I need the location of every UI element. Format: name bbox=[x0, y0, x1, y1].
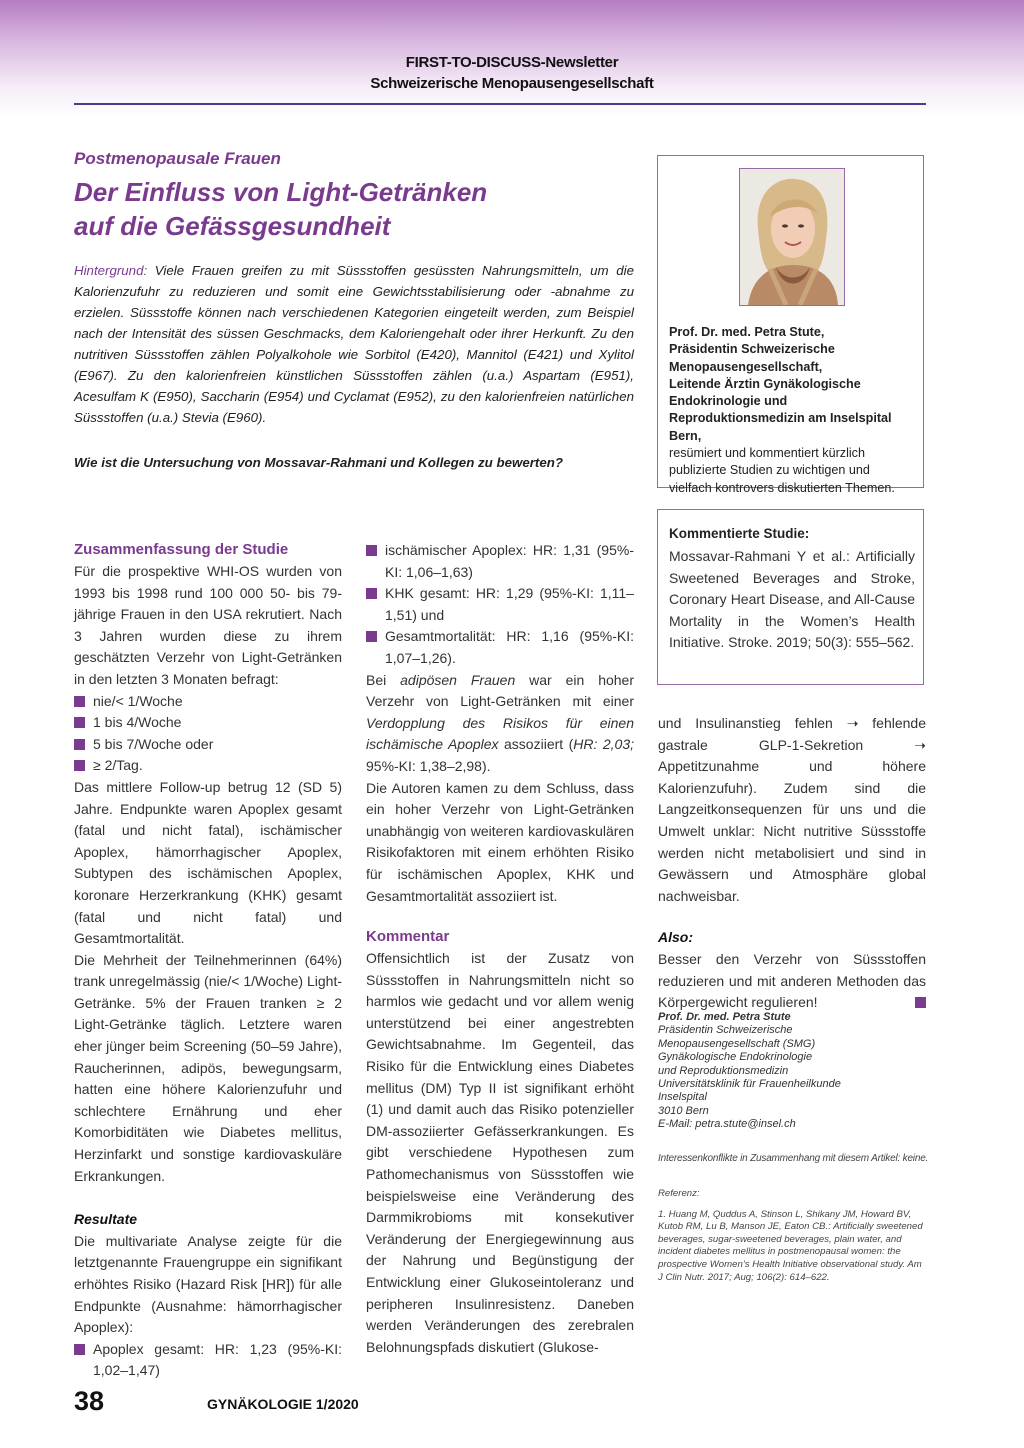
text-run: Bei bbox=[366, 671, 401, 688]
text-run-italic: adipösen Frauen bbox=[400, 671, 516, 688]
end-mark-icon bbox=[915, 997, 926, 1008]
conclusion-paragraph: Die Autoren kamen zu dem Schluss, dass ein hoher Verzehr von Light-Getränken unabhängig von weiteren kardiovaskulären Risikofaktoren mit einem erhöhten Risiko für ischämischen Apoplex, KHK und Gesamtmortalität assoziiert ist. bbox=[366, 779, 634, 904]
article-title bbox=[74, 175, 487, 243]
text-run-italic: HR: 2,03; bbox=[573, 736, 634, 753]
also-paragraph bbox=[658, 949, 926, 1014]
signature-email: E-Mail: petra.stute@insel.ch bbox=[658, 1118, 796, 1131]
intro-paragraph bbox=[74, 260, 634, 428]
reference-label: Referenz: bbox=[658, 1188, 700, 1199]
intro-label: Hintergrund: bbox=[74, 263, 148, 278]
signature-name: Prof. Dr. med. Petra Stute bbox=[658, 1011, 791, 1023]
summary-paragraph-1: Für die prospektive WHI-OS wurden von 1993 bis 1998 rund 100 000 50- bis 79-jährige Frauen in den USA rekrutiert. Nach 3 Jahren wurden diese zu ihrem geschätzten Verzehr von Light-Getränken in den letzten 3 Monaten befragt: bbox=[74, 563, 342, 687]
intro-question: Wie ist die Untersuchung von Mossavar-Rahmani und Kollegen zu bewerten? bbox=[74, 455, 563, 470]
comment-heading: Kommentar bbox=[366, 928, 450, 946]
author-box-role1: Präsidentin Schweizerische Menopausengesellschaft, bbox=[669, 342, 835, 374]
author-box-role2: Leitende Ärztin Gynäkologische Endokrinologie und Reproduktionsmedizin am Inselspital Bern, bbox=[669, 376, 892, 443]
column-1 bbox=[74, 540, 342, 1382]
list-item: nie/< 1/Woche bbox=[74, 691, 342, 713]
author-signature bbox=[658, 1011, 926, 1132]
reference-section bbox=[658, 1188, 926, 1284]
column-3 bbox=[658, 713, 926, 1014]
summary-heading: Zusammenfassung der Studie bbox=[74, 541, 289, 558]
summary-paragraph-2: Das mittlere Follow-up betrug 12 (SD 5) Jahre. Endpunkte waren Apoplex gesamt (fatal und nicht fatal), ischämischer Apoplex, hämorrhagischer Apoplex, Subtypen des ischämischen Apoplex, koronare Herzerkrankung (KHK) gesamt (fatal und nicht fatal) und Gesamtmortalität. bbox=[74, 778, 342, 947]
article-title-line2: auf die Gefässgesundheit bbox=[74, 211, 391, 241]
list-item: Apoplex gesamt: HR: 1,23 (95%-KI: 1,02–1,47) bbox=[74, 1339, 342, 1382]
comment-paragraph: Offensichtlich ist der Zusatz von Süssstoffen in Nahrungsmitteln nicht so harmlos wie gedacht und vor allem wenig unterstützend bei einer angestrebten Gewichtsabnahme. Im Gegenteil, das Risiko für die Entwicklung eines Diabetes mellitus (DM) Typ II ist signifikant erhöht (1) und damit auch das Risiko potenzieller DM-assoziierter Gefässerkrankungen. Es gibt verschiedene Hypothesen zum Pathomechanismus von Süssstoffen wie beispielsweise eine Veränderung des Darmmikrobioms mit konsekutiver Veränderung der Energiegewinnung aus der Nahrung und Begünstigung der Entwicklung einer Glukoseintoleranz und peripheren Insulinresistenz. Daneben werden Veränderungen des zerebralen Belohnungspfads diskutiert (Glukose- bbox=[366, 950, 634, 1355]
list-item: ischämischer Apoplex: HR: 1,31 (95%-KI: 1,06–1,63) bbox=[366, 540, 634, 583]
signature-line: Inselspital bbox=[658, 1091, 707, 1104]
column-2 bbox=[366, 540, 634, 1358]
signature-line: Menopausengesellschaft (SMG) bbox=[658, 1037, 816, 1050]
text-run: 95%-KI: 1,38–2,98). bbox=[366, 757, 491, 774]
reference-item: 1. Huang M, Quddus A, Stinson L, Shikany JM, Howard BV, Kutob RM, Lu B, Manson JE, Eaton CB.: Artificially sweetened beverages, sugar-sweetened beverages, plain water, and incident diabetes mellitus in postmenopausal women: the prospective Women’s Health Initiative observational study. Am J Clin Nutr. 2017; Aug; 106(2): 614–622. bbox=[658, 1208, 923, 1283]
list-item: Gesamtmortalität: HR: 1,16 (95%-KI: 1,07–1,26). bbox=[366, 626, 634, 669]
journal-issue: GYNÄKOLOGIE 1/2020 bbox=[207, 1396, 359, 1412]
author-box-name: Prof. Dr. med. Petra Stute, bbox=[669, 325, 825, 339]
intro-text: Viele Frauen greifen zu mit Süssstoffen gesüssten Nahrungsmitteln, um die Kalorienzufuhr zu reduzieren und somit eine Gewichtsstabilisierung oder -abnahme zu erzielen. Süssstoffe können nach verschiedenen Kategorien eingeteilt werden, zum Beispiel nach der Intensität des süssen Geschmacks, dem Kaloriengehalt oder ihrer Herkunft. Zu den nutritiven Süssstoffen zählen Polyalkohole wie Sorbitol (E420), Mannitol (E421) und Xylitol (E967). Zu den kalorienfreien künstlichen Süssstoffen zählen (u.a.) Aspartam (E951), Acesulfam K (E950), Saccharin (E954) und Cyclamat (E952), zu den kalorienfreien natürlichen Süssstoffen (u.a.) Stevia (E960). bbox=[74, 263, 634, 425]
article-title-line1: Der Einfluss von Light-Getränken bbox=[74, 177, 488, 207]
also-heading: Also: bbox=[658, 929, 693, 946]
study-box-heading: Kommentierte Studie: bbox=[669, 526, 810, 541]
text-run-italic: Verdopplung des Risikos für einen ischämische Apoplex bbox=[366, 714, 634, 753]
author-photo bbox=[739, 168, 845, 306]
comment-continued-paragraph: und Insulinanstieg fehlen ➝ fehlende gastrale GLP-1-Sekretion ➝ Appetitzunahme und höhere Kalorienzufuhr). Zudem sind die Langzeitkonsequenzen für uns und die Umwelt unklar: Nicht nutritive Süssstoffe werden nicht metabolisiert und sind in Gewässern und Atmosphäre global nachweisbar. bbox=[658, 715, 926, 904]
text-run: Besser den Verzehr von Süssstoffen reduzieren und mit anderen Methoden das Körpergewicht regulieren! bbox=[658, 950, 926, 1011]
signature-line: Gynäkologische Endokrinologie bbox=[658, 1051, 813, 1064]
page-number: 38 bbox=[74, 1386, 105, 1416]
author-box-note: resümiert und kommentiert kürzlich publizierte Studien zu wichtigen und vielfach kontrovers diskutierten Themen. bbox=[669, 446, 895, 495]
header-rule bbox=[74, 103, 926, 105]
obese-women-paragraph bbox=[366, 670, 634, 778]
study-box-citation: Mossavar-Rahmani Y et al.: Artificially Sweetened Beverages and Stroke, Coronary Heart Disease, and All-Cause Mortality in the Women’s Health Initiative. Stroke. 2019; 50(3): 555–562. bbox=[669, 548, 915, 650]
signature-line: Präsidentin Schweizerische bbox=[658, 1024, 793, 1037]
results-heading: Resultate bbox=[74, 1211, 138, 1228]
conflict-of-interest: Interessenkonflikte in Zusammenhang mit diesem Artikel: keine. bbox=[658, 1153, 929, 1164]
summary-paragraph-3: Die Mehrheit der Teilnehmerinnen (64%) trank unregelmässig (nie/< 1/Woche) Light-Getränke. 5% der Frauen tranken ≥ 2 Light-Getränke täglich. Letztere waren eher jünger beim Screening (50–59 Jahre), Raucherinnen, adipös, bewegungsarm, hatten eine höhere Kalorienzufuhr und schlechtere Ernährung und eher Komorbiditäten wie Diabetes mellitus, Herzinfarkt und sonstige kardiovaskuläre Erkrankungen. bbox=[74, 951, 342, 1184]
author-portrait-image bbox=[740, 169, 844, 305]
results-paragraph: Die multivariate Analyse zeigte für die letztgenannte Frauengruppe ein signifikant erhöhtes Risiko (Hazard Risk [HR]) für alle Endpunkte (Ausnahme: hämorrhagischer Apoplex): bbox=[74, 1232, 342, 1336]
list-item: ≥ 2/Tag. bbox=[74, 755, 342, 777]
list-item: 1 bis 4/Woche bbox=[74, 712, 342, 734]
author-box bbox=[657, 155, 924, 495]
signature-line: 3010 Bern bbox=[658, 1104, 709, 1117]
text-run: assoziiert ( bbox=[498, 736, 574, 753]
study-box bbox=[657, 509, 924, 685]
society-name: Schweizerische Menopausengesellschaft bbox=[370, 75, 654, 92]
signature-line: Universitätsklinik für Frauenheilkunde bbox=[658, 1078, 841, 1091]
signature-line: und Reproduktionsmedizin bbox=[658, 1064, 789, 1077]
newsletter-title: FIRST-TO-DISCUSS-Newsletter bbox=[405, 54, 619, 71]
author-info bbox=[669, 324, 914, 497]
article-kicker: Postmenopausale Frauen bbox=[74, 149, 281, 168]
list-item: KHK gesamt: HR: 1,29 (95%-KI: 1,11–1,51) und bbox=[366, 583, 634, 626]
list-item: 5 bis 7/Woche oder bbox=[74, 734, 342, 756]
text-run: war ein hoher Verzehr von Light-Getränken mit einer bbox=[366, 671, 634, 710]
newsletter-header bbox=[0, 52, 1024, 94]
